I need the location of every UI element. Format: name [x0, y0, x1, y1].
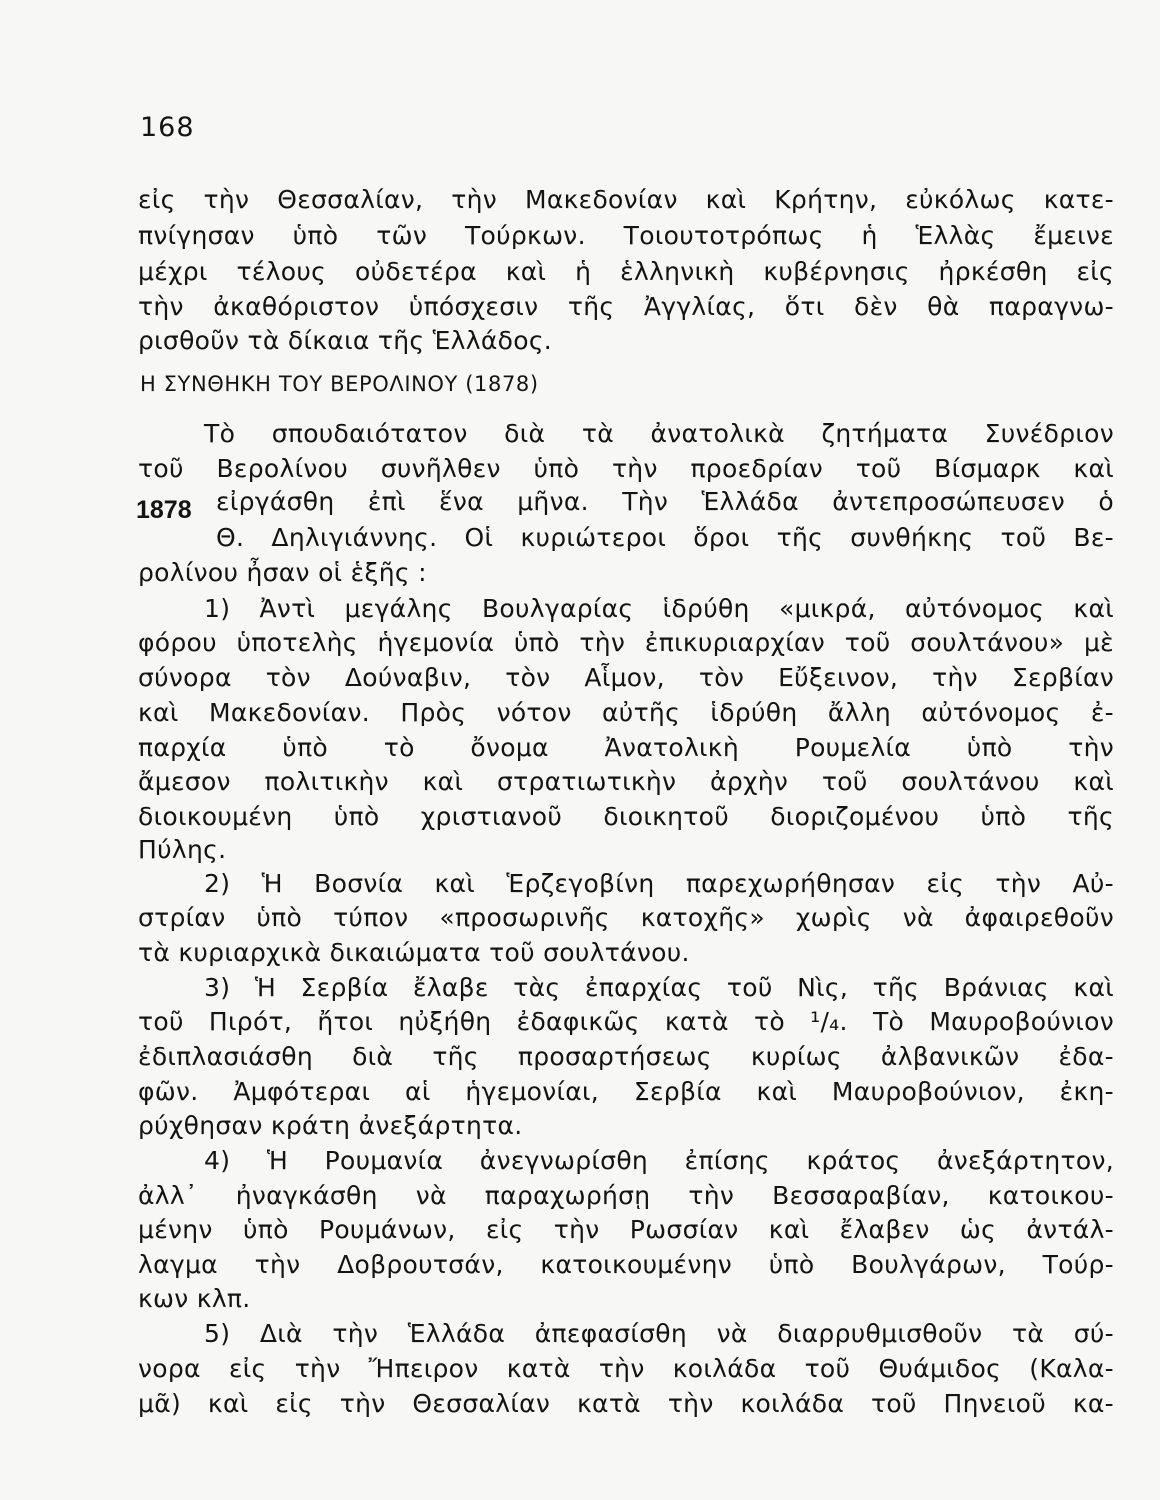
text-line: κων κλπ.	[138, 1284, 251, 1313]
text-line: ἄμεσον πολιτικὴν καὶ στρατιωτικὴν ἀρχὴν τοῦ σουλτάνου καὶ	[138, 767, 1114, 796]
text-line: Τὸ σπουδαιότατον διὰ τὰ ἀνατολικὰ ζητήματα Συνέδριον	[204, 419, 1114, 448]
text-line: 4) Ἡ Ρουμανία ἀνεγνωρίσθη ἐπίσης κράτος ἀνεξάρτητον,	[204, 1146, 1114, 1175]
text-line: μέχρι τέλους οὐδετέρα καὶ ἡ ἑλληνικὴ κυβέρνησις ἠρκέσθη εἰς	[138, 257, 1114, 286]
text-line: τὴν ἀκαθόριστον ὑπόσχεσιν τῆς Ἀγγλίας, ὅτι δὲν θὰ παραγνω-	[138, 292, 1114, 321]
page-number: 168	[140, 112, 195, 143]
text-line: 5) Διὰ τὴν Ἑλλάδα ἀπεφασίσθη νὰ διαρρυθμισθοῦν τὰ σύ-	[204, 1319, 1114, 1348]
text-line: Πύλης.	[138, 835, 227, 864]
text-line: Θ. Δηλιγιάννης. Οἱ κυριώτεροι ὅροι τῆς συνθήκης τοῦ Βε-	[216, 523, 1114, 552]
text-line: λαγμα τὴν Δοβρουτσάν, κατοικουμένην ὑπὸ Βουλγάρων, Τούρ-	[138, 1250, 1114, 1279]
text-line: ρολίνου ἦσαν οἱ ἑξῆς :	[138, 558, 427, 587]
text-line: μᾶ) καὶ εἰς τὴν Θεσσαλίαν κατὰ τὴν κοιλάδα τοῦ Πηνειοῦ κα-	[138, 1389, 1114, 1418]
text-line: στρίαν ὑπὸ τύπον «προσωρινῆς κατοχῆς» χωρὶς νὰ ἀφαιρεθοῦν	[138, 903, 1114, 932]
text-line: παρχία ὑπὸ τὸ ὄνομα Ἀνατολικὴ Ρουμελία ὑπὸ τὴν	[138, 733, 1114, 762]
text-line: ἀλλ᾽ ἠναγκάσθη νὰ παραχωρήσῃ τὴν Βεσσαραβίαν, κατοικου-	[138, 1181, 1114, 1210]
text-line: φόρου ὑποτελὴς ἡγεμονία ὑπὸ τὴν ἐπικυριαρχίαν τοῦ σουλτάνου» μὲ	[138, 628, 1114, 657]
text-line: τὰ κυριαρχικὰ δικαιώματα τοῦ σουλτάνου.	[138, 938, 690, 967]
text-line: ρισθοῦν τὰ δίκαια τῆς Ἑλλάδος.	[138, 326, 553, 355]
text-line: 1) Ἀντὶ μεγάλης Βουλγαρίας ἱδρύθη «μικρά, αὐτόνομος καὶ	[204, 594, 1114, 623]
text-line: τοῦ Πιρότ, ἤτοι ηὐξήθη ἐδαφικῶς κατὰ τὸ ¹/₄. Τὸ Μαυροβούνιον	[138, 1007, 1114, 1036]
text-line: ρύχθησαν κράτη ἀνεξάρτητα.	[138, 1111, 523, 1140]
text-line: μένην ὑπὸ Ρουμάνων, εἰς τὴν Ρωσσίαν καὶ ἔλαβεν ὡς ἀντάλ-	[138, 1215, 1114, 1244]
text-line: διοικουμένη ὑπὸ χριστιανοῦ διοικητοῦ διοριζομένου ὑπὸ τῆς	[138, 802, 1114, 831]
text-line: νορα εἰς τὴν Ἤπειρον κατὰ τὴν κοιλάδα τοῦ Θυάμιδος (Καλα-	[138, 1354, 1114, 1383]
margin-year-note: 1878	[136, 496, 192, 524]
text-line: σύνορα τὸν Δούναβιν, τὸν Αἷμον, τὸν Εὔξεινον, τὴν Σερβίαν	[138, 663, 1114, 692]
text-line: φῶν. Ἀμφότεραι αἱ ἡγεμονίαι, Σερβία καὶ Μαυροβούνιον, ἐκη-	[138, 1077, 1114, 1106]
text-line: 2) Ἡ Βοσνία καὶ Ἑρζεγοβίνη παρεχωρήθησαν εἰς τὴν Αὐ-	[204, 869, 1114, 898]
text-line: 3) Ἡ Σερβία ἔλαβε τὰς ἐπαρχίας τοῦ Νὶς, τῆς Βράνιας καὶ	[204, 973, 1114, 1002]
text-line: πνίγησαν ὑπὸ τῶν Τούρκων. Τοιουτοτρόπως ἡ Ἑλλὰς ἔμεινε	[138, 221, 1114, 250]
section-heading: Η ΣΥΝΘΗΚΗ ΤΟΥ ΒΕΡΟΛΙΝΟΥ (1878)	[140, 372, 539, 396]
text-line: ἐδιπλασιάσθη διὰ τῆς προσαρτήσεως κυρίως ἀλβανικῶν ἐδα-	[138, 1042, 1114, 1071]
text-line: καὶ Μακεδονίαν. Πρὸς νότον αὐτῆς ἱδρύθη ἄλλη αὐτόνομος ἐ-	[138, 698, 1114, 727]
text-line: τοῦ Βερολίνου συνῆλθεν ὑπὸ τὴν προεδρίαν τοῦ Βίσμαρκ καὶ	[138, 454, 1114, 483]
text-line: εἰς τὴν Θεσσαλίαν, τὴν Μακεδονίαν καὶ Κρήτην, εὐκόλως κατε-	[138, 185, 1114, 214]
text-line: εἰργάσθη ἐπὶ ἕνα μῆνα. Τὴν Ἑλλάδα ἀντεπροσώπευσεν ὁ	[216, 487, 1114, 516]
